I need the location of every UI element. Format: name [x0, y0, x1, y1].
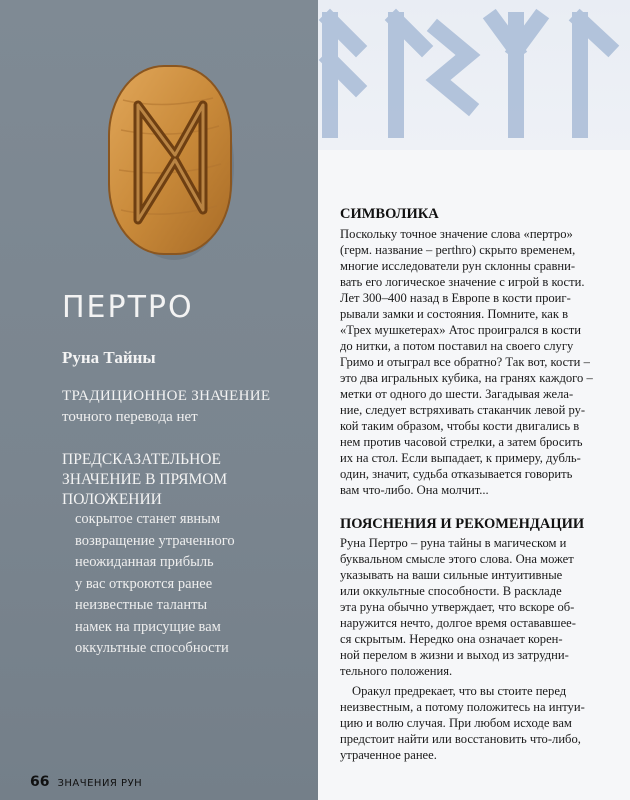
- traditional-value: точного перевода нет: [62, 409, 198, 425]
- rune-title: ПЕРТРО: [62, 290, 194, 325]
- text-line: это два игральных кубика, на гранях каждого –: [340, 371, 593, 385]
- rune-stone-image: [103, 60, 237, 260]
- text-line: эта руна обычно утверждает, что вскоре об-: [340, 600, 575, 614]
- page-number: 66: [30, 774, 50, 790]
- text-line: метки от одного до шести. Загадывая жела-: [340, 387, 574, 401]
- prediction-item: сокрытое станет явным: [75, 511, 221, 527]
- text-line: ной перелом в жизни и выход из затрудни-: [340, 648, 569, 662]
- rune-banner-image: [318, 0, 630, 150]
- oracle-paragraph: [340, 683, 620, 763]
- text-line: Гримо и отыграл все обратно? Так вот, кости –: [340, 355, 590, 369]
- text-line: буквальном смысле этого слова. Она может: [340, 552, 574, 566]
- text-line: указывать на ваши сильные интуитивные: [340, 568, 563, 582]
- text-line: нем против часовой стрелки, а затем бросить: [340, 435, 583, 449]
- text-line: вам что-либо. Она молчит...: [340, 483, 489, 497]
- text-line: тельного положения.: [340, 664, 453, 678]
- text-line: один, значит, судьба отказывается говорить: [340, 467, 573, 481]
- text-line: предстоит найти или восстановить что-либо,: [340, 732, 581, 746]
- text-line: вать его логическое значение с игрой в кости.: [340, 275, 585, 289]
- prediction-item: возвращение утраченного: [75, 532, 235, 549]
- text-line: Лет 300–400 назад в Европе в кости проиг-: [340, 291, 571, 305]
- symbolism-title: СИМВОЛИКА: [340, 206, 439, 222]
- text-line: или оккультные способности. В раскладе: [340, 584, 562, 598]
- text-line: (герм. название – perthro) скрыто временем,: [340, 243, 576, 257]
- text-line: утраченное ранее.: [340, 748, 437, 762]
- prediction-item: неожиданная прибыль: [75, 554, 214, 570]
- text-line: Поскольку точное значение слова «пертро»: [340, 227, 573, 241]
- symbolism-paragraph: [340, 226, 620, 498]
- text-line: неизвестным, а потому положитесь на интуи-: [340, 700, 585, 714]
- prediction-list: [75, 509, 315, 660]
- text-line: до нитки, а потом поставил на своего слугу: [340, 339, 574, 353]
- prediction-item: у вас откроются ранее: [75, 575, 213, 592]
- text-line: наружится нечто, долгое время остававшее-: [340, 616, 576, 630]
- prediction-heading: [62, 450, 312, 510]
- text-line: ние, следует встряхивать стаканчик левой ру-: [340, 403, 586, 417]
- text-line: «Трех мушкетерах» Атос проигрался в кости: [340, 323, 581, 337]
- page-footer: [30, 774, 142, 790]
- text-line: Руна Пертро – руна тайны в магическом и: [340, 536, 567, 550]
- advice-paragraph: [340, 535, 620, 679]
- prediction-item: намек на присущие вам: [75, 618, 221, 635]
- text-line: цию и волю случая. При любом исходе вам: [340, 716, 572, 730]
- prediction-item: неизвестные таланты: [75, 597, 208, 613]
- rune-banner-glyphs: [318, 0, 630, 150]
- right-panel: [318, 0, 630, 800]
- text-line: ся скрытым. Нередко она означает корен-: [340, 632, 563, 646]
- advice-title: ПОЯСНЕНИЯ И РЕКОМЕНДАЦИИ: [340, 516, 585, 532]
- text-line: Оракул предрекает, что вы стоите перед: [352, 684, 567, 698]
- text-line: их на стол. Если выпадает, к примеру, дубль-: [340, 451, 581, 465]
- rune-subtitle: Руна Тайны: [62, 348, 156, 367]
- prediction-heading-line: ПОЛОЖЕНИИ: [62, 491, 162, 508]
- text-line: кой таким образом, чтобы кости двигались в: [340, 419, 580, 433]
- traditional-heading: ТРАДИЦИОННОЕ ЗНАЧЕНИЕ: [62, 388, 271, 404]
- prediction-item: оккультные способности: [75, 640, 229, 656]
- text-line: рывали замки и состояния. Помните, как в: [340, 307, 569, 321]
- text-line: многие исследователи рун склонны сравни-: [340, 259, 576, 273]
- prediction-heading-line: ПРЕДСКАЗАТЕЛЬНОЕ: [62, 451, 221, 468]
- section-name: ЗНАЧЕНИЯ РУН: [57, 778, 143, 789]
- prediction-heading-line: ЗНАЧЕНИЕ В ПРЯМОМ: [62, 471, 228, 488]
